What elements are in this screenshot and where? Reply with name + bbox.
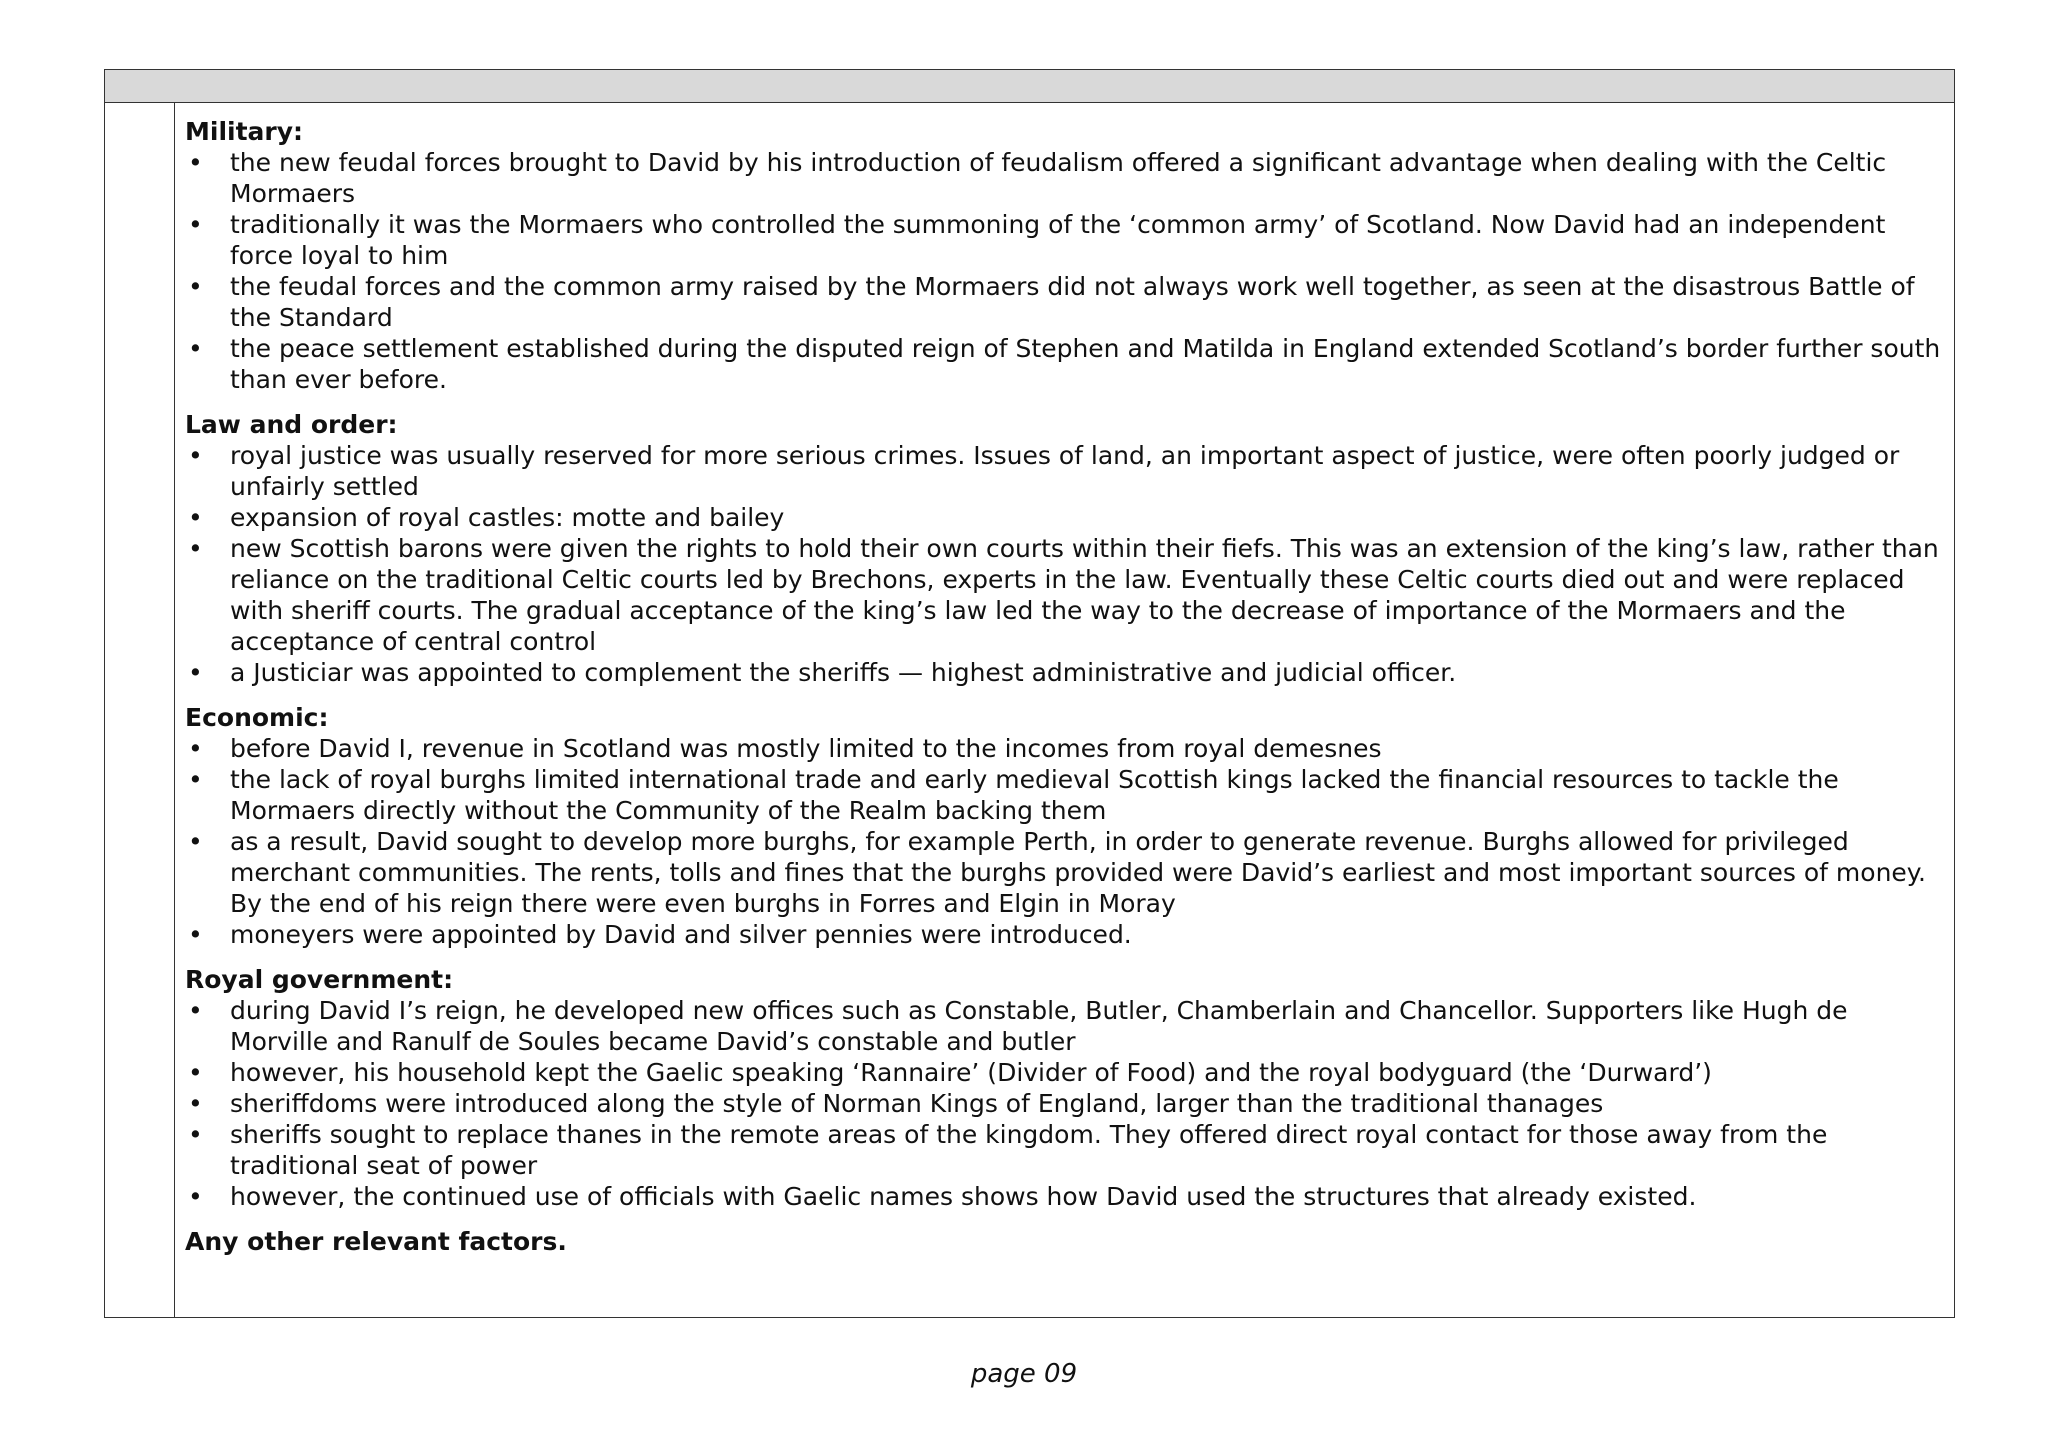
section-2: [185, 702, 1947, 950]
bullet-list: [185, 995, 1947, 1212]
section-1: [185, 409, 1947, 688]
bullet-item: • before David I, revenue in Scotland was mostly limited to the incomes from royal demesnes: [185, 733, 1947, 764]
bullet-list: [185, 147, 1947, 395]
bullet-item: • traditionally it was the Mormaers who controlled the summoning of the ‘common army’ of Scotland. Now David had an independent force loyal to him: [185, 209, 1947, 271]
table-content-cell: [185, 116, 1947, 1257]
bullet-item: • a Justiciar was appointed to complement the sheriffs — highest administrative and judicial officer.: [185, 657, 1947, 688]
bullet-item: • however, his household kept the Gaelic speaking ‘Rannaire’ (Divider of Food) and the royal bodyguard (the ‘Durward’): [185, 1057, 1947, 1088]
bullet-item: • royal justice was usually reserved for more serious crimes. Issues of land, an important aspect of justice, were often poorly judged or unfairly settled: [185, 440, 1947, 502]
marking-table: [104, 69, 1955, 1318]
bullet-item: • the lack of royal burghs limited international trade and early medieval Scottish kings lacked the financial resources to tackle the Mormaers directly without the Community of the Realm backing them: [185, 764, 1947, 826]
bullet-item: • new Scottish barons were given the rights to hold their own courts within their fiefs. This was an extension of the king’s law, rather than reliance on the traditional Celtic courts led by Brechons, experts in the law. Eventually these Celtic courts died out and were replaced with sheriff courts. The gradual acceptance of the king’s law led the way to the decrease of importance of the Mormaers and the acceptance of central control: [185, 533, 1947, 657]
bullet-item: • during David I’s reign, he developed new offices such as Constable, Butler, Chamberlain and Chancellor. Supporters like Hugh de Morville and Ranulf de Soules became David’s constable and butler: [185, 995, 1947, 1057]
bullet-item: • however, the continued use of officials with Gaelic names shows how David used the structures that already existed.: [185, 1181, 1947, 1212]
table-left-column: [105, 103, 175, 1317]
bullet-list: [185, 733, 1947, 950]
bullet-list: [185, 440, 1947, 688]
bullet-item: • the feudal forces and the common army raised by the Mormaers did not always work well together, as seen at the disastrous Battle of the Standard: [185, 271, 1947, 333]
bullet-item: • sheriffdoms were introduced along the style of Norman Kings of England, larger than the traditional thanages: [185, 1088, 1947, 1119]
bullet-item: • the peace settlement established during the disputed reign of Stephen and Matilda in England extended Scotland’s border further south than ever before.: [185, 333, 1947, 395]
bullet-item: • the new feudal forces brought to David by his introduction of feudalism offered a significant advantage when dealing with the Celtic Mormaers: [185, 147, 1947, 209]
section-3: [185, 964, 1947, 1212]
bullet-item: • moneyers were appointed by David and silver pennies were introduced.: [185, 919, 1947, 950]
section-0: [185, 116, 1947, 395]
section-heading: Economic:: [185, 703, 329, 732]
section-heading: Military:: [185, 117, 304, 146]
page-number: page 09: [970, 1359, 1078, 1389]
closing-note: Any other relevant factors.: [185, 1227, 567, 1256]
section-heading: Royal government:: [185, 965, 454, 994]
bullet-item: • expansion of royal castles: motte and bailey: [185, 502, 1947, 533]
section-heading: Law and order:: [185, 410, 398, 439]
bullet-item: • as a result, David sought to develop more burghs, for example Perth, in order to generate revenue. Burghs allowed for privileged merchant communities. The rents, tolls and fines that the burghs provided were David’s earliest and most important sources of money. By the end of his reign there were even burghs in Forres and Elgin in Moray: [185, 826, 1947, 919]
table-header-row: [105, 70, 1954, 103]
bullet-item: • sheriffs sought to replace thanes in the remote areas of the kingdom. They offered direct royal contact for those away from the traditional seat of power: [185, 1119, 1947, 1181]
